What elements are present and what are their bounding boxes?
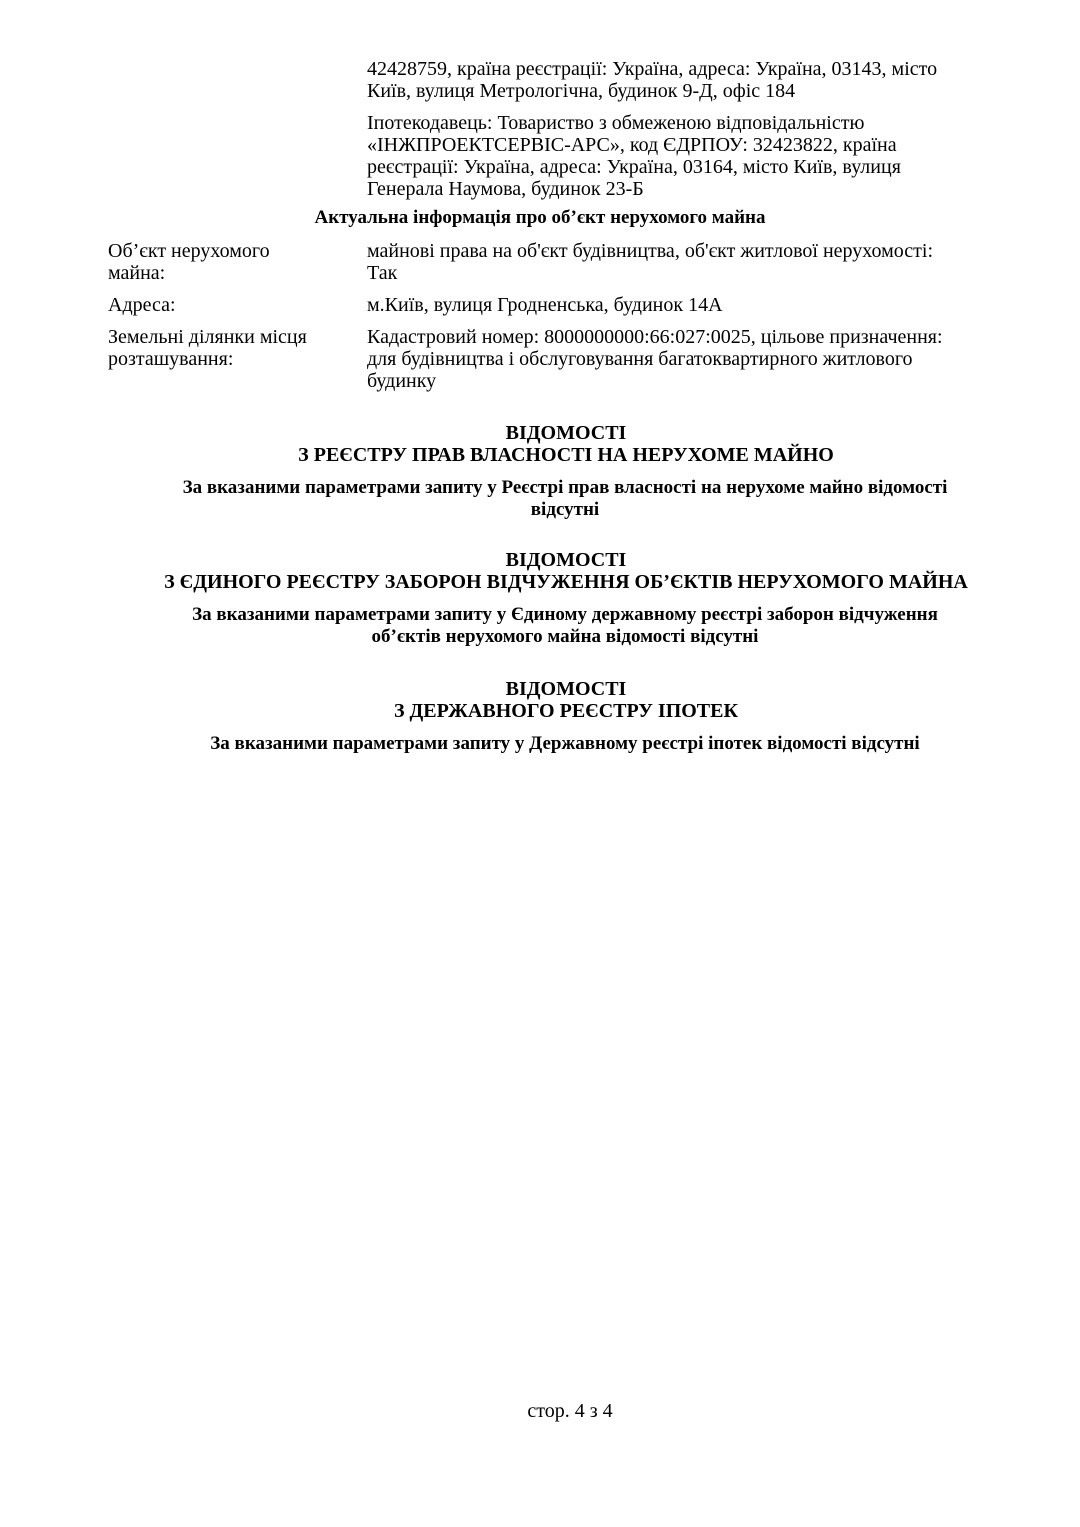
row-value: м.Київ, вулиця Гродненська, будинок 14А [367, 294, 723, 316]
row-value: Кадастровий номер: 8000000000:66:027:0025, цільове призначення: для будівництва і обслуговування багатоквартирного житлового будинку [367, 326, 943, 392]
registry-heading: ВІДОМОСТІ З РЕЄСТРУ ПРАВ ВЛАСНОСТІ НА НЕРУХОМЕ МАЙНО [298, 422, 834, 466]
mortgagor-line: реєстрації: Україна, адреса: Україна, 03164, місто Київ, вулиця [367, 156, 901, 178]
object-section-title: Актуальна інформація про об’єкт нерухомого майна [314, 207, 766, 228]
registry-heading: ВІДОМОСТІ З ЄДИНОГО РЕЄСТРУ ЗАБОРОН ВІДЧУЖЕННЯ ОБ’ЄКТІВ НЕРУХОМОГО МАЙНА [164, 549, 968, 593]
row-label: Земельні ділянки місця розташування: [108, 326, 307, 370]
encumbrance-details [367, 58, 1007, 200]
registry-statement: За вказаними параметрами запиту у Єдиному державному реєстрі заборон відчуження об’єктів нерухомого майна відомості відсутні [192, 604, 938, 647]
registry-statement: За вказаними параметрами запиту у Державному реєстрі іпотек відомості відсутні [210, 733, 920, 754]
row-value: майнові права на об'єкт будівництва, об'єкт житлової нерухомості: Так [367, 240, 934, 284]
page-number: стор. 4 з 4 [527, 1400, 613, 1422]
mortgagor-line: Генерала Наумова, будинок 23-Б [367, 178, 644, 200]
object-row [108, 240, 1008, 284]
row-label: Об’єкт нерухомого майна: [108, 240, 270, 284]
registry-statement: За вказаними параметрами запиту у Реєстрі прав власності на нерухоме майно відомості відсутні [182, 477, 948, 520]
mortgagor-line: Іпотекодавець: Товариство з обмеженою відповідальністю [367, 112, 865, 134]
land-plot-row [108, 326, 1008, 392]
detail-line: Київ, вулиця Метрологічна, будинок 9-Д, офіс 184 [367, 80, 796, 102]
mortgagor-line: «ІНЖПРОЕКТСЕРВІС-АРС», код ЄДРПОУ: 32423822, країна [367, 134, 897, 156]
detail-line: 42428759, країна реєстрації: Україна, адреса: Україна, 03143, місто [367, 58, 938, 80]
address-row [108, 294, 1008, 316]
registry-heading: ВІДОМОСТІ З ДЕРЖАВНОГО РЕЄСТРУ ІПОТЕК [393, 678, 738, 722]
row-label: Адреса: [108, 294, 176, 316]
